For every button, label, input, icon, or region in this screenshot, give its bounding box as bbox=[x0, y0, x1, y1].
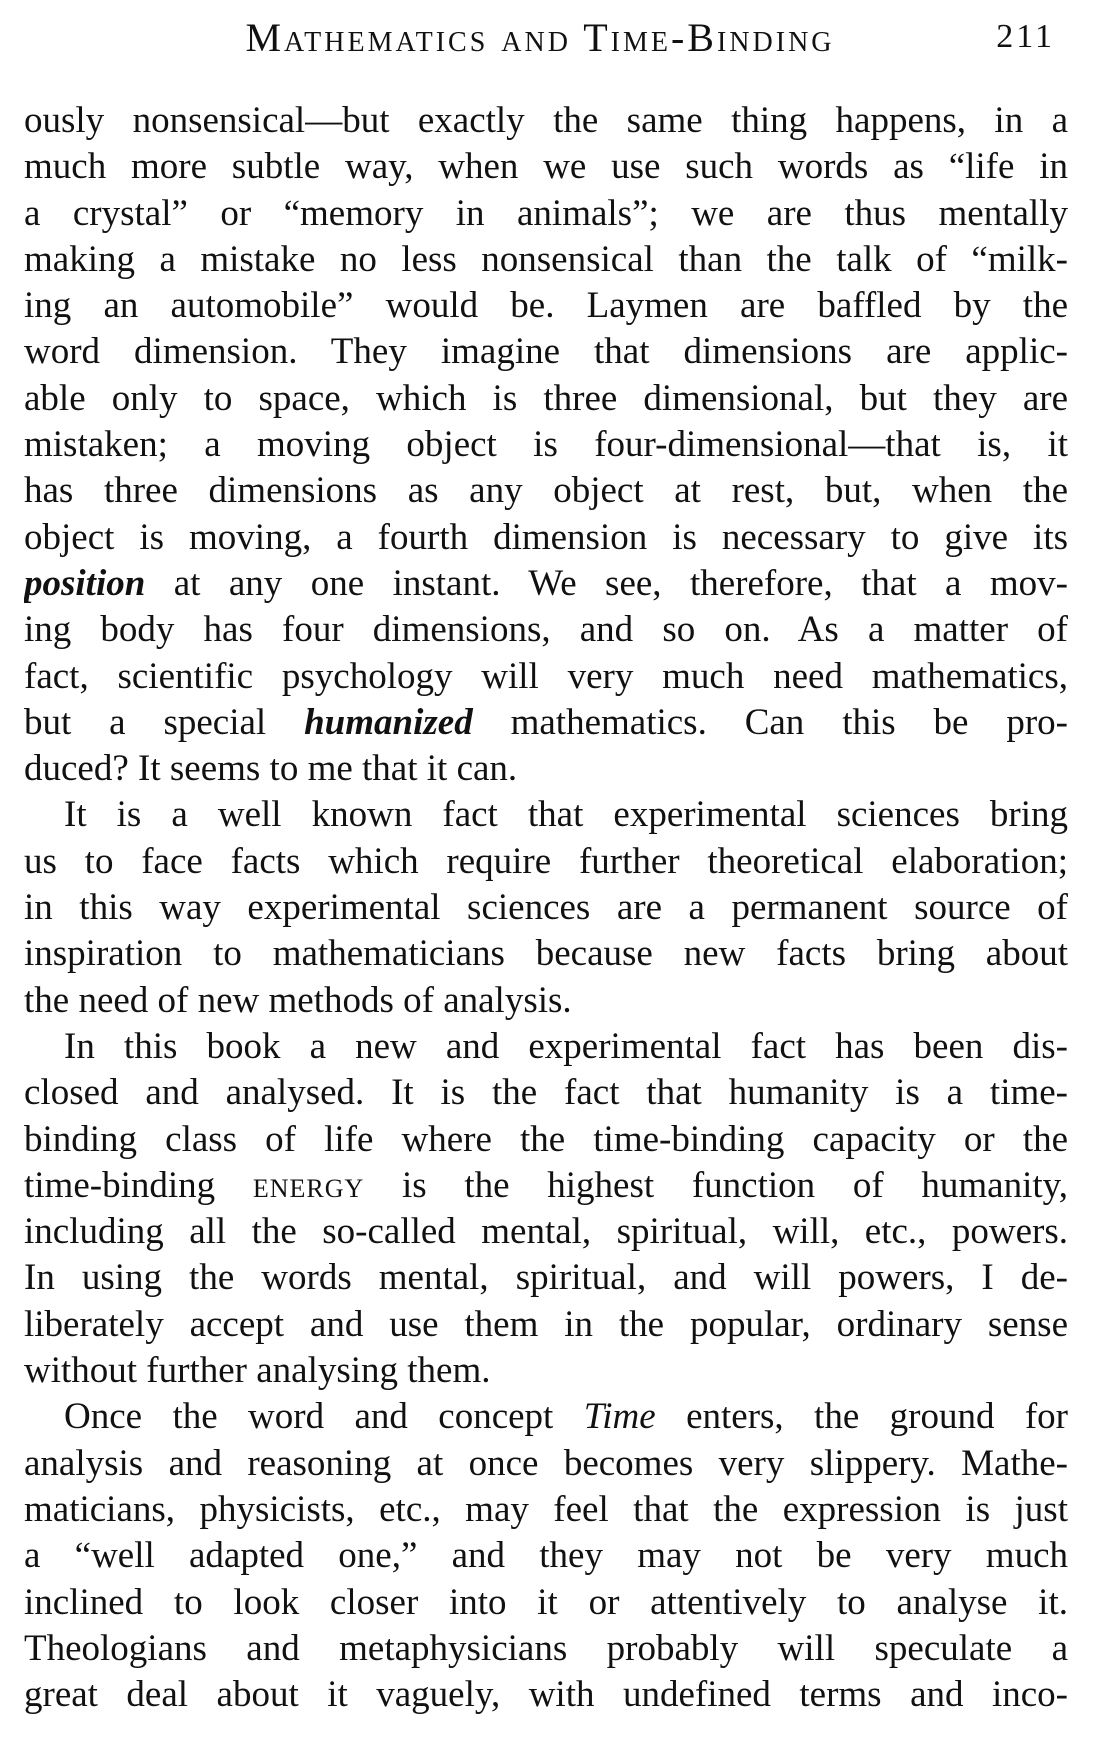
paragraph bbox=[24, 1394, 1068, 1718]
text-line: ously nonsensical—but exactly the same thing happens, in a bbox=[24, 100, 1068, 141]
text-line: closed and analysed. It is the fact that humanity is a time- bbox=[24, 1072, 1068, 1114]
text-line: making a mistake no less nonsensical than the talk of “milk- bbox=[24, 238, 1068, 280]
running-head bbox=[0, 14, 1097, 74]
text-line: liberately accept and use them in the popular, ordinary sense bbox=[24, 1303, 1068, 1345]
text-line: including all the so-called mental, spiritual, will, etc., powers. bbox=[24, 1211, 1068, 1253]
paragraph bbox=[24, 98, 1068, 792]
body-text bbox=[24, 98, 1068, 1718]
paragraph bbox=[24, 792, 1068, 1023]
emphasis-time: Time bbox=[583, 1396, 656, 1438]
text-line: has three dimensions as any object at rest, but, when the bbox=[24, 470, 1068, 512]
text-line: ing an automobile” would be. Laymen are baffled by the bbox=[24, 285, 1068, 327]
emphasis-position: position bbox=[24, 562, 146, 604]
small-caps-energy: energy bbox=[252, 1164, 365, 1206]
text-fragment: but a special bbox=[24, 701, 305, 743]
text-line: duced? It seems to me that it can. bbox=[24, 748, 518, 790]
text-line bbox=[24, 700, 1068, 746]
text-line: inspiration to mathematicians because new facts bring about bbox=[24, 933, 1068, 975]
text-line: object is moving, a fourth dimension is necessary to give its bbox=[24, 516, 1068, 558]
text-line: without further analysing them. bbox=[24, 1350, 491, 1392]
text-fragment: time-binding bbox=[24, 1164, 253, 1206]
text-line: us to face facts which require further theoretical elaboration; bbox=[24, 840, 1068, 882]
text-line: fact, scientific psychology will very much need mathematics, bbox=[24, 655, 1068, 697]
text-line: great deal about it vaguely, with undefined terms and inco- bbox=[24, 1674, 1068, 1716]
text-line: Theologians and metaphysicians probably will speculate a bbox=[24, 1627, 1068, 1669]
text-line: in this way experimental sciences are a permanent source of bbox=[24, 887, 1068, 929]
text-line: mistaken; a moving object is four-dimensional—that is, it bbox=[24, 424, 1068, 466]
text-line: analysis and reasoning at once becomes very slippery. Mathe- bbox=[24, 1442, 1068, 1484]
text-line: In using the words mental, spiritual, and will powers, I de- bbox=[24, 1257, 1068, 1299]
text-line bbox=[24, 561, 1068, 607]
text-fragment: mathematics. Can this be pro- bbox=[472, 701, 1068, 743]
running-title: Mathematics and Time-Binding bbox=[245, 15, 835, 60]
text-line: a crystal” or “memory in animals”; we are thus mentally bbox=[24, 192, 1068, 234]
text-line: It is a well known fact that experimental sciences bring bbox=[64, 794, 1068, 836]
text-line: binding class of life where the time-binding capacity or the bbox=[24, 1118, 1068, 1160]
text-line: the need of new methods of analysis. bbox=[24, 979, 572, 1021]
text-line: inclined to look closer into it or attentively to analyse it. bbox=[24, 1581, 1068, 1623]
text-line: In this book a new and experimental fact has been dis- bbox=[64, 1025, 1068, 1067]
text-fragment: at any one instant. We see, therefore, that a mov- bbox=[145, 562, 1068, 604]
text-line bbox=[24, 1163, 1068, 1209]
paragraph bbox=[24, 1024, 1068, 1394]
text-line: much more subtle way, when we use such words as “life in bbox=[24, 146, 1068, 188]
text-line: maticians, physicists, etc., may feel that the expression is just bbox=[24, 1488, 1068, 1530]
text-line bbox=[24, 1394, 1068, 1440]
text-line: ing body has four dimensions, and so on. As a matter of bbox=[24, 609, 1068, 651]
text-fragment: Once the word and concept bbox=[64, 1396, 584, 1438]
text-line: a “well adapted one,” and they may not be very much bbox=[24, 1535, 1068, 1577]
text-line: word dimension. They imagine that dimensions are applic- bbox=[24, 331, 1068, 373]
text-fragment: enters, the ground for bbox=[655, 1396, 1068, 1438]
text-line: able only to space, which is three dimensional, but they are bbox=[24, 377, 1068, 419]
text-fragment: is the highest function of humanity, bbox=[364, 1164, 1068, 1206]
emphasis-humanized: humanized bbox=[304, 701, 473, 743]
page-number: 211 bbox=[996, 18, 1055, 55]
